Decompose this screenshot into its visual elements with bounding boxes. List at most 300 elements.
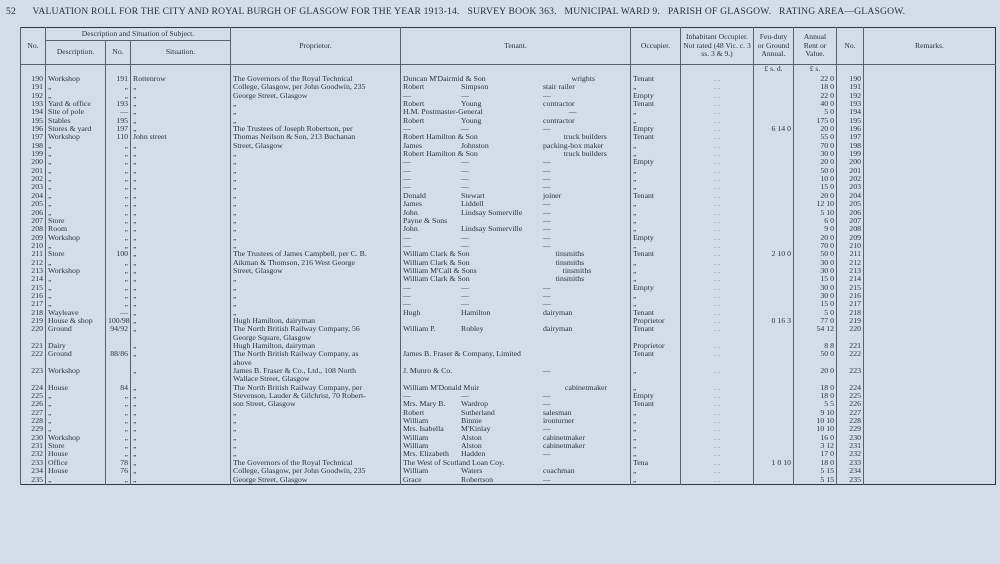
row-remarks bbox=[864, 442, 996, 450]
row-inhabitant: . . bbox=[681, 459, 754, 467]
row-number: „ bbox=[106, 442, 131, 450]
row-description: „ bbox=[46, 417, 106, 425]
row-situation: „ bbox=[131, 259, 231, 267]
row-inhabitant: . . bbox=[681, 175, 754, 183]
row-number: 84 bbox=[106, 384, 131, 392]
row-situation: „ bbox=[131, 417, 231, 425]
row-tenant bbox=[401, 400, 631, 408]
table-row bbox=[21, 450, 996, 458]
tenant-name-2: Young bbox=[461, 100, 482, 109]
valuation-roll-table bbox=[20, 27, 996, 485]
row-number: 110 bbox=[106, 133, 131, 141]
row-rent: 10 10 bbox=[794, 417, 837, 425]
row-number: 100/98 bbox=[106, 317, 131, 325]
row-proprietor: „ bbox=[231, 158, 401, 166]
row-feu-duty bbox=[754, 133, 794, 141]
row-no-right: 204 bbox=[837, 192, 864, 200]
row-inhabitant: . . bbox=[681, 158, 754, 166]
row-occupier: „ bbox=[631, 434, 681, 442]
row-situation: „ bbox=[131, 125, 231, 133]
row-rent: 9 10 bbox=[794, 409, 837, 417]
row-tenant bbox=[401, 259, 631, 267]
row-tenant bbox=[401, 425, 631, 433]
tenant-trade: tinsmiths bbox=[555, 275, 585, 284]
tenant-name-1: — bbox=[403, 233, 411, 242]
row-remarks bbox=[864, 250, 996, 258]
table-row bbox=[21, 108, 996, 116]
row-no: 233 bbox=[21, 459, 46, 467]
row-rent: 9 0 bbox=[794, 225, 837, 233]
row-situation: „ bbox=[131, 284, 231, 292]
row-tenant bbox=[401, 242, 631, 250]
row-occupier: Tenant bbox=[631, 250, 681, 258]
table-row bbox=[21, 284, 996, 292]
row-occupier: Empty bbox=[631, 125, 681, 133]
tenant-name-2: Liddell bbox=[461, 200, 484, 209]
tenant-name-2: Robley bbox=[461, 325, 484, 334]
row-description: Site of pole bbox=[46, 108, 106, 116]
tenant-name-1: James B. Fraser & Company, Limited bbox=[403, 350, 521, 359]
row-occupier: „ bbox=[631, 142, 681, 150]
row-number: „ bbox=[106, 275, 131, 283]
table-row bbox=[21, 334, 996, 342]
row-inhabitant: . . bbox=[681, 133, 754, 141]
row-description: Store bbox=[46, 250, 106, 258]
row-no: 231 bbox=[21, 442, 46, 450]
row-description: „ bbox=[46, 275, 106, 283]
tenant-trade: wrights bbox=[571, 74, 596, 83]
table-row bbox=[21, 325, 996, 333]
row-inhabitant: . . bbox=[681, 342, 754, 350]
row-number: „ bbox=[106, 175, 131, 183]
row-description: „ bbox=[46, 92, 106, 100]
row-rent: 175 0 bbox=[794, 117, 837, 125]
tenant-name-1: — bbox=[403, 125, 411, 134]
row-feu-duty bbox=[754, 476, 794, 485]
row-proprietor: „ bbox=[231, 234, 401, 242]
row-feu-duty bbox=[754, 259, 794, 267]
row-feu-duty bbox=[754, 217, 794, 225]
tenant-trade: ironturner bbox=[543, 417, 575, 426]
row-number: „ bbox=[106, 167, 131, 175]
col-feu-duty: Feu-duty or Ground Annual. bbox=[754, 28, 794, 65]
row-occupier: „ bbox=[631, 259, 681, 267]
row-tenant bbox=[401, 450, 631, 458]
row-rent: 50 0 bbox=[794, 167, 837, 175]
row-no-right: 226 bbox=[837, 400, 864, 408]
row-no: 198 bbox=[21, 142, 46, 150]
table-row bbox=[21, 183, 996, 191]
row-remarks bbox=[864, 267, 996, 275]
row-proprietor: „ bbox=[231, 117, 401, 125]
row-remarks bbox=[864, 242, 996, 250]
row-remarks bbox=[864, 234, 996, 242]
tenant-trade: — bbox=[543, 125, 551, 134]
row-situation: „ bbox=[131, 275, 231, 283]
row-no: 228 bbox=[21, 417, 46, 425]
row-inhabitant: . . bbox=[681, 392, 754, 400]
row-rent: 18 0 bbox=[794, 384, 837, 392]
tenant-name-1: — bbox=[403, 291, 411, 300]
row-no-right: 195 bbox=[837, 117, 864, 125]
tenant-name-1: William M'Call & Sons bbox=[403, 266, 477, 275]
row-number: „ bbox=[106, 417, 131, 425]
tenant-name-2: — bbox=[461, 91, 469, 100]
row-no: 217 bbox=[21, 300, 46, 308]
row-inhabitant: . . bbox=[681, 417, 754, 425]
row-remarks bbox=[864, 92, 996, 100]
row-no-right: 230 bbox=[837, 434, 864, 442]
row-description: Stables bbox=[46, 117, 106, 125]
row-description: „ bbox=[46, 292, 106, 300]
tenant-name-1: Mrs. Elizabeth bbox=[403, 450, 449, 459]
row-rent: 5 15 bbox=[794, 467, 837, 475]
row-occupier: „ bbox=[631, 225, 681, 233]
table-row bbox=[21, 225, 996, 233]
row-remarks bbox=[864, 425, 996, 433]
row-proprietor: The Governors of the Royal Technical bbox=[231, 459, 401, 467]
table-row bbox=[21, 442, 996, 450]
row-no-right: 208 bbox=[837, 225, 864, 233]
tenant-name-2: Sutherland bbox=[461, 408, 495, 417]
row-tenant bbox=[401, 108, 631, 116]
row-no: 210 bbox=[21, 242, 46, 250]
row-description: Workshop bbox=[46, 74, 106, 83]
row-tenant bbox=[401, 275, 631, 283]
row-no: 216 bbox=[21, 292, 46, 300]
row-no-right: 221 bbox=[837, 342, 864, 350]
row-number bbox=[106, 375, 131, 383]
row-number: „ bbox=[106, 434, 131, 442]
row-rent: 17 0 bbox=[794, 450, 837, 458]
row-feu-duty bbox=[754, 350, 794, 358]
tenant-name-1: Duncan M'Dairmid & Son bbox=[403, 74, 486, 83]
row-no-right: 210 bbox=[837, 242, 864, 250]
tenant-trade: cabinetmaker bbox=[565, 383, 608, 392]
row-description: „ bbox=[46, 300, 106, 308]
row-number: „ bbox=[106, 284, 131, 292]
row-tenant bbox=[401, 442, 631, 450]
row-no: 212 bbox=[21, 259, 46, 267]
row-description: House bbox=[46, 467, 106, 475]
row-tenant bbox=[401, 183, 631, 191]
row-occupier: Tenant bbox=[631, 133, 681, 141]
row-number: „ bbox=[106, 400, 131, 408]
row-inhabitant: . . bbox=[681, 217, 754, 225]
row-number: — bbox=[106, 309, 131, 317]
tenant-name-1: William Clark & Son bbox=[403, 250, 470, 259]
row-no-right: 205 bbox=[837, 200, 864, 208]
row-situation: „ bbox=[131, 200, 231, 208]
row-feu-duty bbox=[754, 267, 794, 275]
tenant-name-1: William bbox=[403, 433, 429, 442]
row-remarks bbox=[864, 309, 996, 317]
row-remarks bbox=[864, 300, 996, 308]
tenant-name-1: — bbox=[403, 183, 411, 192]
row-no-right: 202 bbox=[837, 175, 864, 183]
row-no: 202 bbox=[21, 175, 46, 183]
row-remarks bbox=[864, 74, 996, 83]
row-proprietor: The North British Railway Company, per bbox=[231, 384, 401, 392]
tenant-name-1: The West of Scotland Loan Coy. bbox=[403, 458, 505, 467]
row-rent: 77 0 bbox=[794, 317, 837, 325]
row-feu-duty bbox=[754, 225, 794, 233]
tenant-trade: — bbox=[543, 367, 551, 376]
row-number: „ bbox=[106, 267, 131, 275]
page-header bbox=[6, 6, 994, 20]
row-no: 235 bbox=[21, 476, 46, 485]
row-situation: „ bbox=[131, 100, 231, 108]
tenant-name-2: Robertson bbox=[461, 475, 494, 484]
row-feu-duty bbox=[754, 434, 794, 442]
row-inhabitant: . . bbox=[681, 350, 754, 358]
row-remarks bbox=[864, 400, 996, 408]
row-number: „ bbox=[106, 234, 131, 242]
row-inhabitant: . . bbox=[681, 183, 754, 191]
row-proprietor: son Street, Glasgow bbox=[231, 400, 401, 408]
row-no-right: 235 bbox=[837, 476, 864, 485]
row-remarks bbox=[864, 284, 996, 292]
row-occupier: „ bbox=[631, 200, 681, 208]
tenant-name-2: — bbox=[461, 233, 469, 242]
row-inhabitant: . . bbox=[681, 434, 754, 442]
row-no: 205 bbox=[21, 200, 46, 208]
row-number: „ bbox=[106, 292, 131, 300]
tenant-trade: — bbox=[543, 200, 551, 209]
tenant-name-1: — bbox=[403, 392, 411, 401]
tenant-name-1: — bbox=[403, 166, 411, 175]
row-remarks bbox=[864, 359, 996, 367]
row-description: „ bbox=[46, 200, 106, 208]
row-no-right: 199 bbox=[837, 150, 864, 158]
tenant-trade: — bbox=[543, 91, 551, 100]
row-occupier: „ bbox=[631, 442, 681, 450]
row-description: Workshop bbox=[46, 234, 106, 242]
row-description: Workshop bbox=[46, 434, 106, 442]
row-inhabitant: . . bbox=[681, 209, 754, 217]
row-proprietor: above bbox=[231, 359, 401, 367]
tenant-name-2: — bbox=[461, 158, 469, 167]
table-row bbox=[21, 142, 996, 150]
row-number: „ bbox=[106, 83, 131, 91]
col-annual-rent: Annual Rent or Value. bbox=[794, 28, 837, 65]
table-row bbox=[21, 192, 996, 200]
row-feu-duty: 6 14 0 bbox=[754, 125, 794, 133]
row-situation: „ bbox=[131, 217, 231, 225]
table-row bbox=[21, 342, 996, 350]
table-row bbox=[21, 234, 996, 242]
tenant-trade: cabinetmaker bbox=[543, 433, 585, 442]
row-description: Workshop bbox=[46, 267, 106, 275]
row-tenant bbox=[401, 142, 631, 150]
tenant-trade: — bbox=[543, 175, 551, 184]
table-row bbox=[21, 309, 996, 317]
tenant-trade: — bbox=[543, 208, 551, 217]
row-rent: 8 8 bbox=[794, 342, 837, 350]
row-inhabitant: . . bbox=[681, 476, 754, 485]
row-proprietor: „ bbox=[231, 442, 401, 450]
row-tenant bbox=[401, 342, 631, 350]
row-rent: 15 0 bbox=[794, 183, 837, 191]
row-occupier: „ bbox=[631, 467, 681, 475]
table-row bbox=[21, 92, 996, 100]
row-situation: „ bbox=[131, 209, 231, 217]
row-no-right: 234 bbox=[837, 467, 864, 475]
tenant-trade: — bbox=[543, 225, 551, 234]
row-no: 227 bbox=[21, 409, 46, 417]
row-number: „ bbox=[106, 92, 131, 100]
row-occupier: Proprietor bbox=[631, 317, 681, 325]
row-proprietor: Thomas Neilson & Son, 213 Buchanan bbox=[231, 133, 401, 141]
row-proprietor: „ bbox=[231, 100, 401, 108]
row-tenant bbox=[401, 217, 631, 225]
row-situation: „ bbox=[131, 476, 231, 485]
row-remarks bbox=[864, 317, 996, 325]
row-number: „ bbox=[106, 392, 131, 400]
row-remarks bbox=[864, 350, 996, 358]
tenant-name-1: Robert bbox=[403, 116, 425, 125]
row-no-right: 198 bbox=[837, 142, 864, 150]
row-feu-duty bbox=[754, 409, 794, 417]
row-remarks bbox=[864, 125, 996, 133]
row-no bbox=[21, 359, 46, 367]
row-remarks bbox=[864, 192, 996, 200]
tenant-name-1: William bbox=[403, 417, 429, 426]
row-occupier: Empty bbox=[631, 284, 681, 292]
row-inhabitant: . . bbox=[681, 100, 754, 108]
row-tenant bbox=[401, 350, 631, 358]
row-tenant bbox=[401, 434, 631, 442]
row-proprietor: „ bbox=[231, 409, 401, 417]
row-occupier: Tenant bbox=[631, 350, 681, 358]
tenant-name-2: Lindsay Somerville bbox=[461, 225, 523, 234]
table-row bbox=[21, 375, 996, 383]
row-remarks bbox=[864, 200, 996, 208]
table-row bbox=[21, 409, 996, 417]
tenant-name-1: Donald bbox=[403, 191, 426, 200]
row-remarks bbox=[864, 409, 996, 417]
row-situation: „ bbox=[131, 425, 231, 433]
row-situation: „ bbox=[131, 309, 231, 317]
row-remarks bbox=[864, 375, 996, 383]
tenant-name-2: — bbox=[461, 392, 469, 401]
row-no-right: 191 bbox=[837, 83, 864, 91]
row-no-right: 228 bbox=[837, 417, 864, 425]
tenant-name-1: — bbox=[403, 241, 411, 250]
row-tenant bbox=[401, 225, 631, 233]
row-tenant bbox=[401, 367, 631, 375]
row-occupier: „ bbox=[631, 450, 681, 458]
row-occupier: „ bbox=[631, 167, 681, 175]
row-no: 232 bbox=[21, 450, 46, 458]
row-number: 191 bbox=[106, 74, 131, 83]
row-description: „ bbox=[46, 476, 106, 485]
row-number: „ bbox=[106, 476, 131, 485]
row-situation: „ bbox=[131, 317, 231, 325]
survey-book: SURVEY BOOK 363. bbox=[467, 6, 557, 17]
row-inhabitant: . . bbox=[681, 200, 754, 208]
row-rent: 12 10 bbox=[794, 200, 837, 208]
row-remarks bbox=[864, 158, 996, 166]
tenant-trade: — bbox=[543, 283, 551, 292]
row-proprietor: The Governors of the Royal Technical bbox=[231, 74, 401, 83]
row-description: Room bbox=[46, 225, 106, 233]
tenant-name-1: — bbox=[403, 283, 411, 292]
row-occupier: „ bbox=[631, 267, 681, 275]
row-occupier: „ bbox=[631, 300, 681, 308]
table-row bbox=[21, 317, 996, 325]
row-description: „ bbox=[46, 259, 106, 267]
row-rent: 22 0 bbox=[794, 92, 837, 100]
row-inhabitant: . . bbox=[681, 409, 754, 417]
tenant-name-2: — bbox=[461, 166, 469, 175]
row-no-right: 200 bbox=[837, 158, 864, 166]
row-occupier: Empty bbox=[631, 92, 681, 100]
row-remarks bbox=[864, 367, 996, 375]
row-proprietor: „ bbox=[231, 309, 401, 317]
row-number: 100 bbox=[106, 250, 131, 258]
row-remarks bbox=[864, 142, 996, 150]
row-feu-duty bbox=[754, 74, 794, 83]
row-remarks bbox=[864, 217, 996, 225]
row-no: 201 bbox=[21, 167, 46, 175]
row-rent: 50 0 bbox=[794, 250, 837, 258]
row-occupier: Tenant bbox=[631, 192, 681, 200]
row-no: 234 bbox=[21, 467, 46, 475]
row-situation: „ bbox=[131, 234, 231, 242]
table-row bbox=[21, 200, 996, 208]
row-occupier: Tenant bbox=[631, 100, 681, 108]
row-number: 78 bbox=[106, 459, 131, 467]
row-feu-duty: 1 0 10 bbox=[754, 459, 794, 467]
row-proprietor: „ bbox=[231, 192, 401, 200]
row-no-right: 207 bbox=[837, 217, 864, 225]
row-inhabitant: . . bbox=[681, 125, 754, 133]
tenant-name-1: William bbox=[403, 467, 429, 476]
row-tenant bbox=[401, 476, 631, 485]
row-situation: „ bbox=[131, 292, 231, 300]
row-description: „ bbox=[46, 209, 106, 217]
row-no-right bbox=[837, 334, 864, 342]
row-remarks bbox=[864, 384, 996, 392]
row-description: „ bbox=[46, 142, 106, 150]
row-proprietor: „ bbox=[231, 209, 401, 217]
row-rent: 15 0 bbox=[794, 300, 837, 308]
tenant-name-1: William M'Donald Muir bbox=[403, 383, 480, 392]
row-inhabitant: . . bbox=[681, 267, 754, 275]
row-no-right: 212 bbox=[837, 259, 864, 267]
row-description bbox=[46, 375, 106, 383]
row-tenant bbox=[401, 150, 631, 158]
row-description: „ bbox=[46, 175, 106, 183]
row-proprietor: „ bbox=[231, 242, 401, 250]
row-inhabitant: . . bbox=[681, 83, 754, 91]
row-remarks bbox=[864, 325, 996, 333]
row-situation: „ bbox=[131, 367, 231, 375]
tenant-trade: coachman bbox=[543, 467, 575, 476]
table-row bbox=[21, 267, 996, 275]
row-no-right: 192 bbox=[837, 92, 864, 100]
row-situation: „ bbox=[131, 450, 231, 458]
row-description: „ bbox=[46, 284, 106, 292]
row-rent: 50 0 bbox=[794, 350, 837, 358]
tenant-name-1: James bbox=[403, 141, 423, 150]
row-inhabitant: . . bbox=[681, 284, 754, 292]
row-number: „ bbox=[106, 150, 131, 158]
table-row bbox=[21, 275, 996, 283]
row-no-right: 194 bbox=[837, 108, 864, 116]
row-number: „ bbox=[106, 259, 131, 267]
